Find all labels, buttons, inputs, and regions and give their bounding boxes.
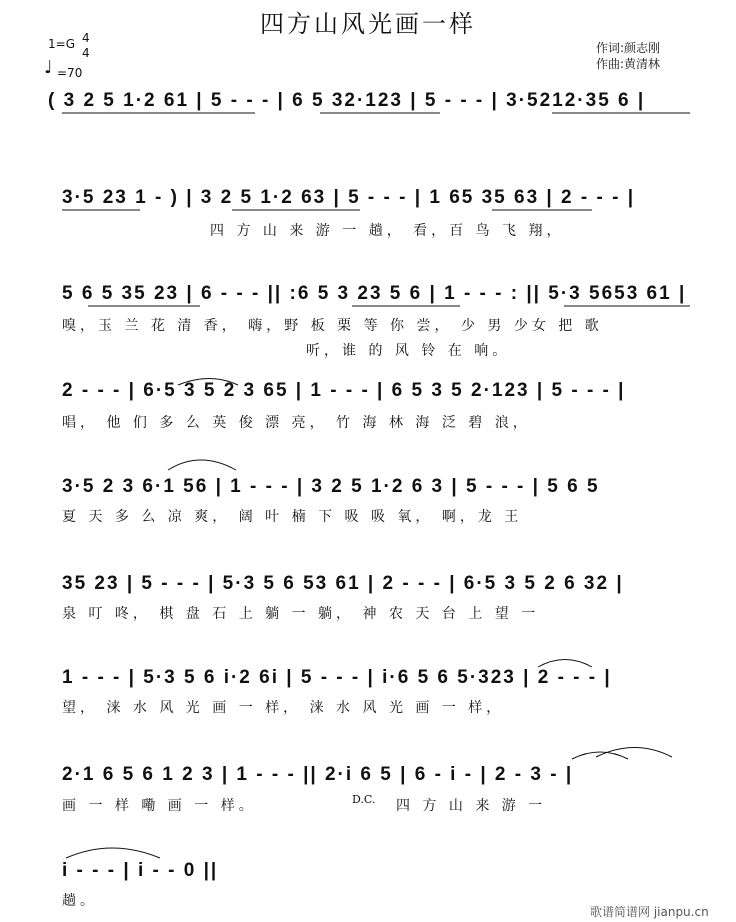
slur-arc bbox=[66, 848, 160, 858]
slur-arc bbox=[178, 379, 238, 386]
site-watermark: 歌谱简谱网 jianpu.cn bbox=[590, 905, 709, 919]
lyricist-credit: 作词:颜志刚 bbox=[596, 41, 661, 55]
slur-arc bbox=[168, 460, 236, 470]
key-signature: 1=G bbox=[48, 37, 75, 51]
song-title: 四方山风光画一样 bbox=[260, 10, 476, 38]
lyric-line-9: 趟。 bbox=[62, 893, 98, 909]
notation-line-1: ( 3 2 5 1·2 61 | 5 - - - | 6 5 32·123 | 5 - - - | 3·5212·35 6 | bbox=[48, 90, 646, 111]
slur-arc bbox=[596, 748, 672, 758]
notation-line-9: i - - - | i - - 0 || bbox=[62, 860, 219, 881]
notation-line-3: 5 6 5 35 23 | 6 - - - || :6 5 3 23 5 6 | 1 - - - : || 5·3 5653 61 | bbox=[62, 283, 687, 304]
dc-mark: D.C. bbox=[352, 793, 376, 806]
lyric-line-4: 唱， 他 们 多 么 英 俊 漂 亮， 竹 海 林 海 泛 碧 浪， bbox=[62, 415, 531, 431]
quarter-note-icon: ♩ bbox=[44, 57, 53, 78]
notation-line-7: 1 - - - | 5·3 5 6 i·2 6i | 5 - - - | i·6 5 6 5·323 | 2 - - - | bbox=[62, 667, 612, 688]
notation-line-4: 2 - - - | 6·5 3 5 2 3 65 | 1 - - - | 6 5 3 5 2·123 | 5 - - - | bbox=[62, 380, 626, 401]
notation-line-8: 2·1 6 5 6 1 2 3 | 1 - - - || 2·i 6 5 | 6 - i - | 2 - 3 - | bbox=[62, 764, 574, 785]
lyric-line-7: 望， 涞 水 风 光 画 一 样， 涞 水 风 光 画 一 样， bbox=[62, 700, 505, 716]
lyric-line-8: 画 一 样 嘞 画 一 样。 bbox=[62, 798, 257, 814]
slur-arc bbox=[538, 660, 592, 668]
notation-line-6: 35 23 | 5 - - - | 5·3 5 6 53 61 | 2 - - - | 6·5 3 5 2 6 32 | bbox=[62, 573, 624, 594]
notation-line-2: 3·5 23 1 - ) | 3 2 5 1·2 63 | 5 - - - | 1 65 35 63 | 2 - - - | bbox=[62, 187, 636, 208]
lyric-line-3: 嗅，玉 兰 花 清 香， 嗨，野 板 栗 等 你 尝， 少 男 少女 把 歌 bbox=[62, 318, 603, 334]
lyric-line-2: 四 方 山 来 游 一 趟， 看，百 鸟 飞 翔， bbox=[210, 223, 565, 239]
composer-credit: 作曲:黄清林 bbox=[596, 57, 661, 71]
tempo-marking: =70 bbox=[57, 66, 83, 80]
lyric-line-3b: 听，谁 的 风 铃 在 响。 bbox=[306, 343, 511, 359]
lyric-line-6: 泉 叮 咚， 棋 盘 石 上 躺 一 躺， 神 农 天 台 上 望 一 bbox=[62, 606, 540, 622]
time-signature-bottom: 4 bbox=[82, 46, 90, 60]
lyric-line-5: 夏 天 多 么 凉 爽， 阔 叶 楠 下 吸 吸 氧， 啊，龙 王 bbox=[62, 509, 523, 525]
time-signature-top: 4 bbox=[82, 31, 90, 45]
lyric-line-8b: 四 方 山 来 游 一 bbox=[396, 798, 547, 814]
notation-line-5: 3·5 2 3 6·1 56 | 1 - - - | 3 2 5 1·2 6 3 | 5 - - - | 5 6 5 bbox=[62, 476, 600, 497]
